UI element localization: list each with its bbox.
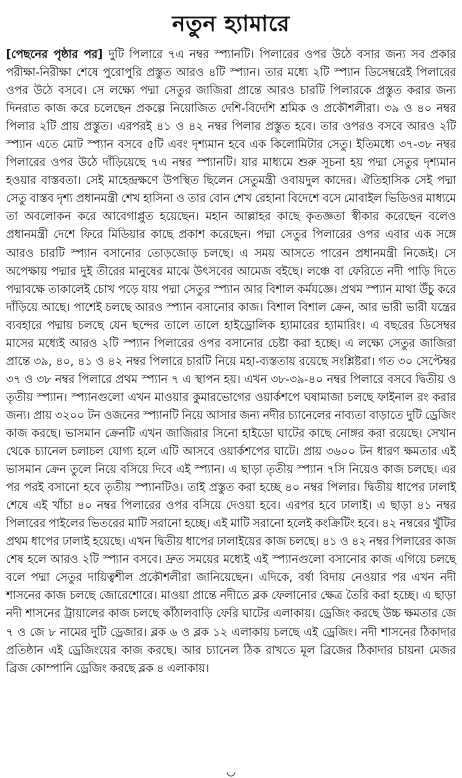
article-headline: নতুন হ্যামারে bbox=[172, 12, 290, 37]
article-text: দুটি পিলারে ৭এ নম্বর স্প্যানটি। পিলারের ওপর উঠে বসার জন্য সব প্রকার পরীক্ষা-নিরীক্ষা শেষে পুরোপুরি প্রস্তুত আরও ৪টি স্প্যান। তার মধ্যে ২টি স্প্যান ডিসেম্বরেই পিলারের ওপর উঠে বসবে। সে লক্ষ্যে পদ্মা সেতুর জাজিরা প্রান্তে আরও চারটি পিলারকে প্রস্তুত করার জন্য দিনরাত কাজ করে চলেছেন প্রকল্পে নিয়োজিত দেশি-বিদেশি শ্রমিক ও প্রকৌশলীরা। ৩৯ ও ৪০ নম্বর পিলার ২টি প্রায় প্রস্তুত। এরপরই ৪১ ও ৪২ নম্বর পিলার প্রস্তুত হবে। তার ওপরও বসবে আরও ২টি স্প্যান এতে মোট স্প্যান বসবে ৫টি এবং দৃশ্যমান হবে এক কিলোমিটার সেতু। ইতিমধ্যে ৩৭-৩৮ নম্বর পিলারের ওপর উঠে দাঁড়িয়েছে ৭এ নম্বর স্প্যানটি। যার মাধ্যমে শুরু সূচনা হয় পদ্মা সেতুর দৃশ্যমান হওয়ার বাস্তবতা। সেই মাহেন্দ্রক্ষণে উপস্থিত ছিলেন সেতুমন্ত্রী ওবায়দুল কাদের। ঐতিহাসিক সেই পদ্মা সেতু বাস্তব দৃশ্য প্রধানমন্ত্রী শেখ হাসিনা ও তার বোন শেখ রেহানা বিদেশে বসে মোবাইল ভিডিওর মাধ্যমে তা অবলোকন করে আবেগাপ্লুত হয়েছেন। মহান আল্লাহর কাছে কৃতজ্ঞতা স্বীকার করেছেন বলেও প্রধানমন্ত্রী দেশে ফিরে মিডিয়ার কাছে প্রকাশ করেছেন। পদ্মা সেতুর পিলারের ওপর এবার এক সঙ্গে আরও চারটি স্প্যান বসানোর তোড়জোড় চলছে। এ সময় আসতে পারেন প্রধানমন্ত্রী নিজেই। সে অপেক্ষায় পদ্মার দুই তীরের মানুষের মাঝে উৎসবের আমেজ বইছে। লঞ্চে বা ফেরিতে নদী পাড়ি দিতে পদ্মাবক্ষে তাকালেই চোখ পড়ে যায় পদ্মা সেতুর স্প্যান আর বিশাল কর্মযজ্ঞে। প্রথম স্প্যান মাথা উঁচু করে দাঁড়িয়ে আছে। পাশেই চলছে আরও স্প্যান বসানোর কাজ। বিশাল বিশাল ক্রেন, আর ভারী ভারী যন্ত্রের ব্যবহারে পদ্মায় চলছে যেন ছন্দের তালে তালে হাইড্রোলিক হ্যামারের হ্যামারিং। এ বছরের ডিসেম্বর মাসের মধ্যেই আরও ২টি স্প্যান পিলারের ওপর বসানোর চেষ্টা করা হচ্ছে। এ লক্ষ্যে সেতুর জাজিরা প্রান্তে ৩৯, ৪০, ৪১ ও ৪২ নম্বর পিলারে চারটি নিয়ে মহা-ব্যস্ততায় রয়েছে সংশ্লিষ্টরা। গত ৩০ সেপ্টেম্বর ৩৭ ও ৩৮ নম্বর পিলারে প্রথম স্প্যান ৭ এ স্থাপন হয়। এখন ৩৮-৩৯-৪০ নম্বর পিলারে বসবে দ্বিতীয় ও তৃতীয় স্প্যান। স্প্যানগুলো এখন মাওয়ার কুমারভোগের ওয়ার্কশপে ঘষামাজা চলছে ফাইনাল রং করার জন্য। প্রায় ৩২০০ টন ওজনের স্প্যানটি নিয়ে আসার জন্য নদীর চ্যানেলের নাব্যতা বাড়াতে দুটি ড্রেজিং কাজ করছে। ভাসমান ক্রেনটি এখন জাজিরার সিনো হাইডো ঘাটের কাছে নোঙ্গর করা রয়েছে। সেখান থেকে চ্যানেল চলাচল যোগ্য হলে এটি আসবে ওয়ার্কশপের ঘাটে। প্রায় ৩৬০০ টন ধারণ ক্ষমতার এই ভাসমান ক্রেন তুলে নিয়ে বসিয়ে দিবে এই স্প্যান। এ ছাড়া তৃতীয় স্প্যান ৭সি নিয়েও কাজ চলছে। এর পর পরই বসানো হবে তৃতীয় স্প্যানটিও। তাই প্রস্তুত করা হচ্ছে ৪০ নম্বর পিলার। দ্বিতীয় ধাপের ঢালাই শেষে এই খাঁচা ৪০ নম্বর পিলারের ওপর বসিয়ে দেওয়া হবে। এরপর হবে ঢালাই। এ ছাড়া ৪১ নম্বর পিলারের পাইলের ভিতরের মাটি সরানো হচ্ছে। এই মাটি সরানো হলেই কংক্রিটিং হবে। ৪২ নম্বরের খুঁটির প্রথম ধাপের ঢালাই হয়েছে। এখন দ্বিতীয় ধাপের ঢালাইয়ের কাজ চলছে। ৪১ ও ৪২ নম্বর পিলারের কাজ শেষ হলে আরও ২টি স্প্যান বসবে। দ্রুত সময়ের মধ্যেই এই স্প্যানগুলো বসানোর কাজ এগিয়ে চলছে বলে পদ্মা সেতুর দায়িত্বশীল প্রকৌশলীরা জানিয়েছেন। এদিকে, বর্ষা বিদায় নেওয়ার পর এখন নদী শাসনের কাজ চলছে জোরেশোরে। মাওয়া প্রান্তে নদীতে ব্লক ফেলানোর ক্ষেত্র তৈরি করা হচ্ছে। এ ছাড়া নদী শাসনের ট্রায়ালের কাজ চলছে কাঁঠালবাড়ি ফেরি ঘাটের এলাকায়। ড্রেজিং করছে উচ্চ ক্ষমতার জে ৭ ও জে ৮ নামের দুটি ড্রেজার। ব্লক ৬ ও ব্লক ১২ এলাকায় চলছে এই ড্রেজিং। নদী শাসনের ঠিকাদার প্রতিষ্ঠান এই ড্রেজিংয়ের কাজ করছে। আর চ্যানেল ঠিক রাখতে মূল ব্রিজের ঠিকাদার চায়না মেজর ব্রিজ কোম্পানি ড্রেজিং করছে ব্লক ৪ এলাকায়। bbox=[6, 48, 456, 675]
page-fold-mark: ◡ bbox=[226, 765, 236, 778]
continuation-label: [পেছনের পৃষ্ঠার পর] bbox=[6, 48, 109, 61]
article-body bbox=[6, 46, 456, 678]
